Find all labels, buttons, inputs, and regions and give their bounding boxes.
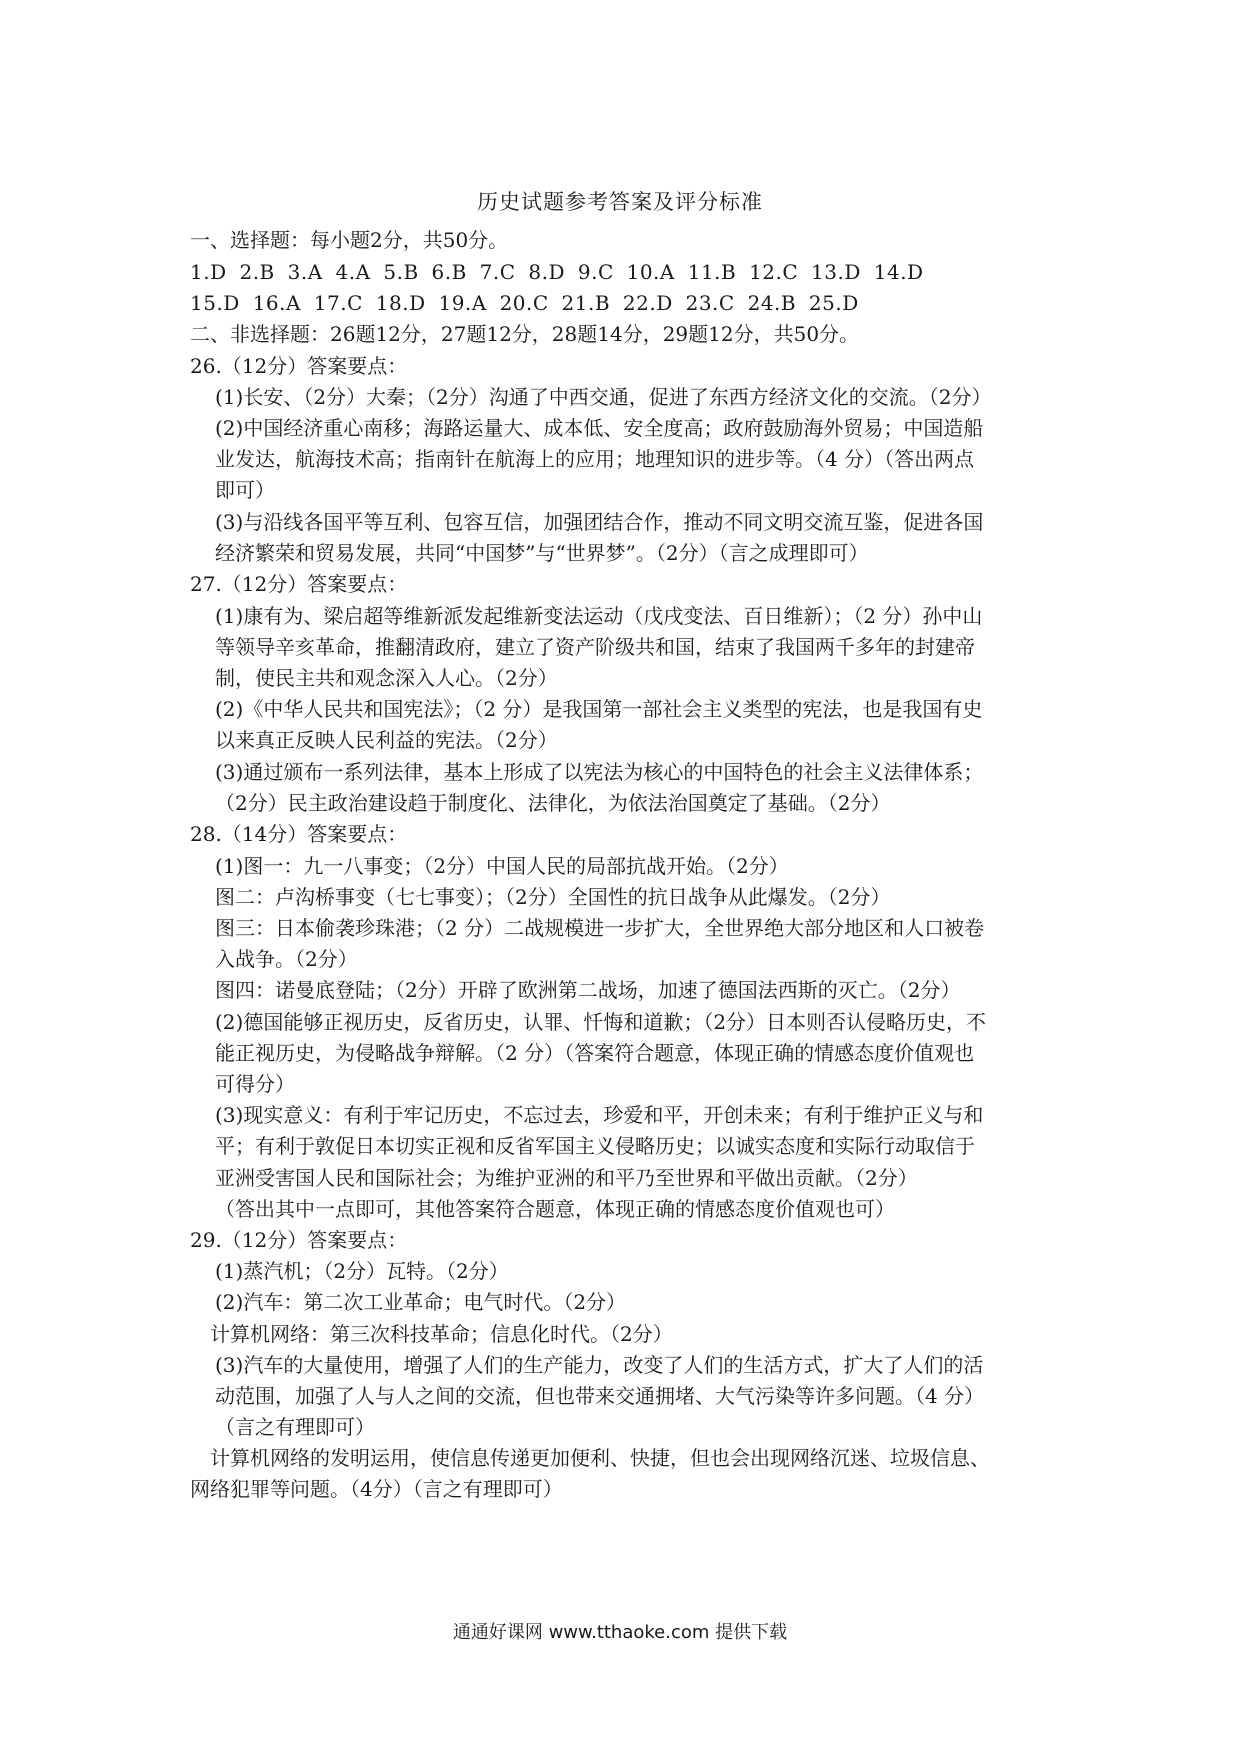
answer-line: (1)长安、（2分）大秦；（2分）沟通了中西交通，促进了东西方经济文化的交流。（2分） <box>215 385 992 409</box>
answer-line: (3)汽车的大量使用，增强了人们的生产能力，改变了人们的生活方式，扩大了人们的活 <box>215 1353 984 1377</box>
answer-line: 以来真正反映人民利益的宪法。（2分） <box>215 728 558 752</box>
answer-line: 入战争。（2分） <box>215 947 358 971</box>
answer-line: 经济繁荣和贸易发展，共同“中国梦”与“世界梦”。（2分）（言之成理即可） <box>215 541 869 565</box>
footer-watermark: 通通好课网 www.tthaoke.com 提供下载 <box>452 1622 788 1643</box>
answer-line: 图四：诺曼底登陆；（2分）开辟了欧洲第二战场，加速了德国法西斯的灭亡。（2分） <box>215 978 961 1002</box>
answer-line: (2)《中华人民共和国宪法》；（2 分）是我国第一部社会主义类型的宪法，也是我国有史 <box>215 697 983 721</box>
answer-line: 28.（14分）答案要点： <box>190 822 408 846</box>
answer-line: 平；有利于敦促日本切实正视和反省军国主义侵略历史；以诚实态度和实际行动取信于 <box>215 1134 975 1158</box>
answer-line: 1.D 2.B 3.A 4.A 5.B 6.B 7.C 8.D 9.C 10.A 11.B 12.C 13.D 14.D <box>190 260 924 284</box>
answer-line: (2)中国经济重心南移；海路运量大、成本低、安全度高；政府鼓励海外贸易；中国造船 <box>215 416 984 440</box>
page-title: 历史试题参考答案及评分标准 <box>477 190 763 214</box>
answer-line: 27.（12分）答案要点： <box>190 572 408 596</box>
answer-line: (1)蒸汽机；（2分）瓦特。（2分） <box>215 1259 509 1283</box>
answer-line: 能正视历史，为侵略战争辩解。（2 分）（答案符合题意，体现正确的情感态度价值观也 <box>215 1041 975 1065</box>
answer-line: (2)汽车：第二次工业革命；电气时代。（2分） <box>215 1290 627 1314</box>
answer-line: 即可） <box>215 478 275 502</box>
answer-line: 图三：日本偷袭珍珠港；（2 分）二战规模进一步扩大，全世界绝大部分地区和人口被卷 <box>215 916 985 940</box>
answer-line: （2分）民主政治建设趋于制度化、法律化，为依法治国奠定了基础。（2分） <box>215 791 891 815</box>
answer-line: （言之有理即可） <box>215 1415 375 1439</box>
answer-line: 15.D 16.A 17.C 18.D 19.A 20.C 21.B 22.D 23.C 24.B 25.D <box>190 291 859 315</box>
answer-line: 网络犯罪等问题。（4分）（言之有理即可） <box>190 1477 563 1501</box>
answer-line: (3)现实意义：有利于牢记历史，不忘过去，珍爱和平，开创未来；有利于维护正义与和 <box>215 1103 984 1127</box>
answer-line: 等领导辛亥革命，推翻清政府，建立了资产阶级共和国，结束了我国两千多年的封建帝 <box>215 635 975 659</box>
answer-line: 动范围，加强了人与人之间的交流，但也带来交通拥堵、大气污染等许多问题。（4 分） <box>215 1384 985 1408</box>
answer-line: 29.（12分）答案要点： <box>190 1228 408 1252</box>
answer-line: (2)德国能够正视历史，反省历史，认罪、忏悔和道歉；（2分）日本则否认侵略历史，不 <box>215 1010 987 1034</box>
answer-line: 业发达，航海技术高；指南针在航海上的应用；地理知识的进步等。（4 分）（答出两点 <box>215 447 975 471</box>
answer-line: （答出其中一点即可，其他答案符合题意，体现正确的情感态度价值观也可） <box>215 1197 895 1221</box>
answer-line: 制，使民主共和观念深入人心。（2分） <box>215 666 558 690</box>
answer-line: 一、选择题：每小题2分，共50分。 <box>190 228 509 252</box>
answer-line: (3)通过颁布一系列法律，基本上形成了以宪法为核心的中国特色的社会主义法律体系； <box>215 760 984 784</box>
answer-line: 图二：卢沟桥事变（七七事变）；（2分）全国性的抗日战争从此爆发。（2分） <box>215 885 891 909</box>
answer-line: 计算机网络的发明运用，使信息传递更加便利、快捷，但也会出现网络沉迷、垃圾信息、 <box>210 1446 990 1470</box>
answer-line: 亚洲受害国人民和国际社会；为维护亚洲的和平乃至世界和平做出贡献。（2分） <box>215 1166 918 1190</box>
answer-line: (1)康有为、梁启超等维新派发起维新变法运动（戊戌变法、百日维新）；（2 分）孙中山 <box>215 604 983 628</box>
answer-line: 26.（12分）答案要点： <box>190 354 408 378</box>
answer-line: 二、非选择题：26题12分，27题12分，28题14分，29题12分，共50分。 <box>190 322 860 346</box>
answer-line: 计算机网络：第三次科技革命；信息化时代。（2分） <box>210 1322 673 1346</box>
answer-line: (1)图一：九一八事变；（2分）中国人民的局部抗战开始。（2分） <box>215 854 789 878</box>
answer-line: (3)与沿线各国平等互利、包容互信，加强团结合作，推动不同文明交流互鉴，促进各国 <box>215 510 984 534</box>
answer-line: 可得分） <box>215 1072 295 1096</box>
